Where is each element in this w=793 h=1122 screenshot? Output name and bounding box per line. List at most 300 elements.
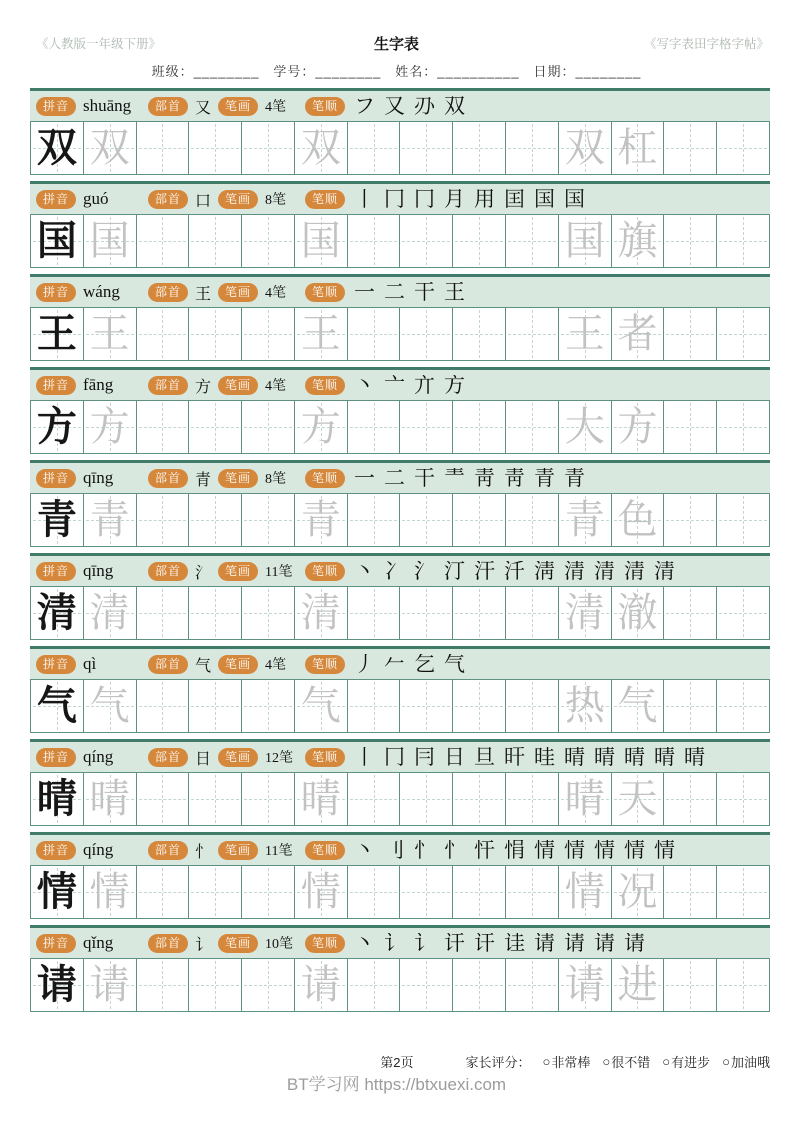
stroke-order-glyph: 日 xyxy=(444,746,466,768)
stroke-count-section xyxy=(218,747,305,767)
stroke-order-glyph: 晆 xyxy=(534,746,556,768)
radical-value: 讠 xyxy=(195,936,212,954)
tianzige-cell xyxy=(559,401,612,453)
pinyin-value: wáng xyxy=(83,282,120,301)
word-char: 杠 xyxy=(617,125,658,170)
word-char: 晴 xyxy=(564,776,605,821)
example-char: 王 xyxy=(36,311,77,356)
stroke-order-glyph: 诖 xyxy=(504,932,526,954)
tianzige-cell xyxy=(295,308,348,360)
pinyin-section xyxy=(36,468,148,488)
stroke-order-glyph: 国 xyxy=(564,188,586,210)
tianzige-cell xyxy=(84,959,137,1011)
stroke-order-glyph: 方 xyxy=(444,374,466,396)
radical-value: 忄 xyxy=(195,843,212,861)
trace-char: 方 xyxy=(300,404,341,449)
stroke-order-glyph: 丶 xyxy=(354,839,376,861)
tianzige-cell xyxy=(137,866,190,918)
tianzige-cell xyxy=(31,122,84,174)
stroke-order-glyph: 靑 xyxy=(504,467,526,489)
stroke-order-glyph: 亣 xyxy=(414,374,436,396)
stroke-order-section xyxy=(305,561,770,582)
stroke-count-section xyxy=(218,282,305,302)
tianzige-cell xyxy=(506,866,559,918)
stroke-order-glyph: 旦 xyxy=(474,746,496,768)
stroke-order-glyph: 龶 xyxy=(444,467,466,489)
block-header-band xyxy=(30,742,770,772)
word-char: 青 xyxy=(564,497,605,542)
rating-circle-icon: ○ xyxy=(662,1054,671,1069)
stroke-order-label-badge: 笔顺 xyxy=(305,748,345,767)
tianzige-cell xyxy=(84,308,137,360)
stroke-order-glyph: 晴 xyxy=(594,746,616,768)
pinyin-value: qǐng xyxy=(83,933,114,952)
tianzige-cell xyxy=(612,680,665,732)
trace-char: 王 xyxy=(300,311,341,356)
stroke-order-glyph: 情 xyxy=(594,839,616,861)
stroke-order-glyph: 请 xyxy=(624,932,646,954)
stroke-order-glyph: 冫 xyxy=(384,560,406,582)
character-blocks xyxy=(30,88,770,1018)
radical-label-badge: 部首 xyxy=(148,562,188,581)
stroke-count-label-badge: 笔画 xyxy=(218,97,258,116)
radical-label-badge: 部首 xyxy=(148,934,188,953)
stroke-order-section xyxy=(305,468,770,489)
tianzige-cell xyxy=(612,308,665,360)
stroke-count-section xyxy=(218,561,305,581)
stroke-order-glyph: 旰 xyxy=(504,746,526,768)
tianzige-cell xyxy=(348,122,401,174)
stroke-order-glyph: 干 xyxy=(414,281,436,303)
rating-option-label: 非常棒 xyxy=(551,1055,591,1070)
tianzige-row xyxy=(30,865,770,919)
stroke-order-glyph: 一 xyxy=(354,467,376,489)
tianzige-cell xyxy=(189,308,242,360)
footer-row xyxy=(0,1052,770,1071)
stroke-order-label-badge: 笔顺 xyxy=(305,841,345,860)
pinyin-section xyxy=(36,933,148,953)
char-block-3 xyxy=(30,274,770,361)
page-title: 生字表 xyxy=(373,36,419,53)
stroke-count-value: 10笔 xyxy=(265,937,294,952)
tianzige-cell xyxy=(664,494,717,546)
char-block-8 xyxy=(30,739,770,826)
stroke-count-label-badge: 笔画 xyxy=(218,748,258,767)
stroke-order-glyph: 悁 xyxy=(504,839,526,861)
char-block-2 xyxy=(30,181,770,268)
stroke-order-glyph: 晴 xyxy=(564,746,586,768)
stroke-count-section xyxy=(218,375,305,395)
tianzige-cell xyxy=(242,959,295,1011)
stroke-order-label-badge: 笔顺 xyxy=(305,190,345,209)
stroke-order-glyph: 汘 xyxy=(504,560,526,582)
char-block-1 xyxy=(30,88,770,175)
stroke-order-glyph: 请 xyxy=(534,932,556,954)
parent-rating-group xyxy=(465,1052,770,1071)
rating-circle-icon: ○ xyxy=(542,1054,551,1069)
trace-char: 气 xyxy=(300,683,341,728)
tianzige-cell xyxy=(137,959,190,1011)
tianzige-cell xyxy=(664,866,717,918)
pinyin-value: qì xyxy=(83,654,97,673)
tianzige-cell xyxy=(137,587,190,639)
tianzige-cell xyxy=(31,866,84,918)
tianzige-cell xyxy=(453,401,506,453)
tianzige-cell xyxy=(348,308,401,360)
stroke-order-glyph: 干 xyxy=(414,467,436,489)
page-number: 第2页 xyxy=(380,1055,414,1070)
stroke-order-label-badge: 笔顺 xyxy=(305,469,345,488)
trace-char: 国 xyxy=(300,218,341,263)
block-header-band xyxy=(30,928,770,958)
tianzige-cell xyxy=(400,773,453,825)
trace-char: 王 xyxy=(89,311,130,356)
tianzige-cell xyxy=(295,773,348,825)
pinyin-section xyxy=(36,189,148,209)
pinyin-label-badge: 拼音 xyxy=(36,376,76,395)
tianzige-cell xyxy=(242,401,295,453)
radical-label-badge: 部首 xyxy=(148,376,188,395)
stroke-order-glyph: 丶 xyxy=(354,932,376,954)
stroke-count-label-badge: 笔画 xyxy=(218,376,258,395)
char-block-6 xyxy=(30,553,770,640)
tianzige-cell xyxy=(242,122,295,174)
stroke-order-glyph: 一 xyxy=(354,281,376,303)
stroke-count-value: 11笔 xyxy=(265,565,293,580)
trace-char: 晴 xyxy=(300,776,341,821)
tianzige-cell xyxy=(559,494,612,546)
radical-value: 口 xyxy=(195,192,212,210)
stroke-order-label-badge: 笔顺 xyxy=(305,283,345,302)
tianzige-row xyxy=(30,586,770,640)
tianzige-cell xyxy=(242,308,295,360)
tianzige-cell xyxy=(242,587,295,639)
stroke-count-value: 12笔 xyxy=(265,751,294,766)
stroke-order-section xyxy=(305,96,770,117)
tianzige-cell xyxy=(242,215,295,267)
pinyin-value: qíng xyxy=(83,840,114,859)
tianzige-cell xyxy=(559,122,612,174)
tianzige-cell xyxy=(717,773,769,825)
tianzige-cell xyxy=(137,215,190,267)
tianzige-cell xyxy=(453,959,506,1011)
stroke-order-glyph: 国 xyxy=(534,188,556,210)
stroke-count-label-badge: 笔画 xyxy=(218,655,258,674)
stroke-order-label-badge: 笔顺 xyxy=(305,562,345,581)
stroke-order-glyph: 忓 xyxy=(474,839,496,861)
tianzige-cell xyxy=(295,959,348,1011)
radical-value: 气 xyxy=(195,657,212,675)
tianzige-cell xyxy=(506,773,559,825)
tianzige-cell xyxy=(664,308,717,360)
tianzige-cell xyxy=(453,587,506,639)
stroke-order-glyph: 晴 xyxy=(654,746,676,768)
tianzige-cell xyxy=(31,959,84,1011)
tianzige-row xyxy=(30,121,770,175)
pinyin-value: qīng xyxy=(83,561,114,580)
stroke-order-glyph: 乞 xyxy=(414,653,436,675)
rating-circle-icon: ○ xyxy=(722,1054,730,1069)
stroke-order-label-badge: 笔顺 xyxy=(305,934,345,953)
pinyin-label-badge: 拼音 xyxy=(36,934,76,953)
trace-char: 清 xyxy=(300,590,341,635)
radical-label-badge: 部首 xyxy=(148,190,188,209)
tianzige-cell xyxy=(242,680,295,732)
radical-label-badge: 部首 xyxy=(148,841,188,860)
tianzige-cell xyxy=(295,215,348,267)
radical-section xyxy=(148,839,218,862)
char-block-9 xyxy=(30,832,770,919)
radical-section xyxy=(148,95,218,118)
stroke-order-section xyxy=(305,189,770,210)
rating-option xyxy=(543,1052,591,1071)
tianzige-cell xyxy=(242,773,295,825)
tianzige-cell xyxy=(717,866,769,918)
radical-label-badge: 部首 xyxy=(148,97,188,116)
stroke-order-section xyxy=(305,747,770,768)
trace-char: 方 xyxy=(89,404,130,449)
stroke-order-glyph: 丶 xyxy=(354,374,376,396)
site-credit: BT学习网 https://btxuexi.com xyxy=(286,1075,507,1094)
tianzige-cell xyxy=(348,866,401,918)
stroke-order-glyph: 靑 xyxy=(474,467,496,489)
tianzige-cell xyxy=(612,866,665,918)
tianzige-cell xyxy=(559,308,612,360)
tianzige-cell xyxy=(453,866,506,918)
pinyin-label-badge: 拼音 xyxy=(36,190,76,209)
tianzige-cell xyxy=(137,401,190,453)
stroke-order-label-badge: 笔顺 xyxy=(305,376,345,395)
tianzige-cell xyxy=(664,401,717,453)
radical-value: 青 xyxy=(195,471,212,489)
page-header xyxy=(0,34,793,54)
stroke-order-glyph: 二 xyxy=(384,467,406,489)
radical-value: 王 xyxy=(195,285,212,303)
tianzige-cell xyxy=(612,401,665,453)
trace-char: 清 xyxy=(89,590,130,635)
stroke-order-glyph: 刅 xyxy=(414,95,436,117)
radical-section xyxy=(148,932,218,955)
rating-option-label: 有进步 xyxy=(671,1055,711,1070)
stroke-order-sequence xyxy=(354,96,465,117)
rating-label: 家长评分： xyxy=(465,1055,531,1070)
pinyin-label-badge: 拼音 xyxy=(36,655,76,674)
tianzige-cell xyxy=(506,680,559,732)
stroke-order-sequence xyxy=(354,654,465,675)
tianzige-cell xyxy=(717,122,769,174)
tianzige-row xyxy=(30,679,770,733)
trace-char: 青 xyxy=(300,497,341,542)
stroke-order-glyph: 忄 xyxy=(444,839,466,861)
book-edition-title: 《人教版一年级下册》 xyxy=(36,37,162,51)
tianzige-cell xyxy=(189,494,242,546)
tianzige-cell xyxy=(453,215,506,267)
word-char: 大 xyxy=(564,404,605,449)
stroke-order-glyph: 讦 xyxy=(474,932,496,954)
tianzige-row xyxy=(30,214,770,268)
radical-section xyxy=(148,281,218,304)
tianzige-cell xyxy=(137,773,190,825)
stroke-count-label-badge: 笔画 xyxy=(218,283,258,302)
word-char: 澈 xyxy=(617,590,658,635)
stroke-order-sequence xyxy=(354,747,705,768)
stroke-order-sequence xyxy=(354,282,465,303)
radical-section xyxy=(148,374,218,397)
stroke-order-glyph: 情 xyxy=(654,839,676,861)
tianzige-cell xyxy=(400,308,453,360)
tianzige-cell xyxy=(189,680,242,732)
tianzige-cell xyxy=(717,494,769,546)
pinyin-value: shuāng xyxy=(83,96,132,115)
word-char: 双 xyxy=(564,125,605,170)
stroke-order-glyph: 汀 xyxy=(444,560,466,582)
tianzige-cell xyxy=(189,587,242,639)
stroke-order-section xyxy=(305,840,770,861)
word-char: 进 xyxy=(617,962,658,1007)
tianzige-cell xyxy=(189,122,242,174)
radical-section xyxy=(148,560,218,583)
radical-section xyxy=(148,467,218,490)
example-char: 请 xyxy=(36,962,77,1007)
example-char: 情 xyxy=(36,869,77,914)
tianzige-row xyxy=(30,307,770,361)
tianzige-cell xyxy=(31,401,84,453)
tianzige-cell xyxy=(84,773,137,825)
tianzige-cell xyxy=(400,122,453,174)
tianzige-cell xyxy=(137,308,190,360)
stroke-order-glyph: 清 xyxy=(564,560,586,582)
stroke-order-glyph: 情 xyxy=(564,839,586,861)
tianzige-cell xyxy=(400,494,453,546)
tianzige-row xyxy=(30,958,770,1012)
tianzige-cell xyxy=(612,494,665,546)
block-header-band xyxy=(30,556,770,586)
radical-section xyxy=(148,653,218,676)
pinyin-section xyxy=(36,561,148,581)
tianzige-cell xyxy=(717,680,769,732)
pinyin-section xyxy=(36,654,148,674)
stroke-order-sequence xyxy=(354,933,645,954)
copybook-title: 《写字表田字格字帖》 xyxy=(643,37,769,51)
tianzige-cell xyxy=(295,401,348,453)
tianzige-cell xyxy=(559,215,612,267)
pinyin-value: fāng xyxy=(83,375,114,394)
stroke-order-glyph: 清 xyxy=(594,560,616,582)
tianzige-cell xyxy=(242,494,295,546)
tianzige-cell xyxy=(137,680,190,732)
tianzige-cell xyxy=(612,215,665,267)
stroke-count-section xyxy=(218,840,305,860)
stroke-order-glyph: 囯 xyxy=(504,188,526,210)
tianzige-cell xyxy=(400,680,453,732)
block-header-band xyxy=(30,835,770,865)
rating-option-label: 很不错 xyxy=(611,1055,651,1070)
stroke-count-section xyxy=(218,96,305,116)
stroke-order-glyph: 青 xyxy=(534,467,556,489)
stroke-order-glyph: 𠂉 xyxy=(384,653,406,675)
example-char: 方 xyxy=(36,404,77,449)
trace-char: 请 xyxy=(89,962,130,1007)
char-block-10 xyxy=(30,925,770,1012)
trace-char: 气 xyxy=(89,683,130,728)
word-char: 旗 xyxy=(617,218,658,263)
radical-value: 又 xyxy=(195,99,212,117)
stroke-count-value: 4笔 xyxy=(265,658,287,673)
stroke-order-glyph: 讠 xyxy=(414,932,436,954)
example-char: 双 xyxy=(36,125,77,170)
tianzige-cell xyxy=(295,494,348,546)
tianzige-cell xyxy=(717,215,769,267)
tianzige-cell xyxy=(189,866,242,918)
tianzige-cell xyxy=(717,587,769,639)
stroke-count-section xyxy=(218,654,305,674)
block-header-band xyxy=(30,649,770,679)
trace-char: 请 xyxy=(300,962,341,1007)
trace-char: 青 xyxy=(89,497,130,542)
stroke-count-section xyxy=(218,933,305,953)
tianzige-cell xyxy=(31,680,84,732)
stroke-order-section xyxy=(305,282,770,303)
pinyin-label-badge: 拼音 xyxy=(36,748,76,767)
tianzige-cell xyxy=(31,773,84,825)
trace-char: 晴 xyxy=(89,776,130,821)
radical-label-badge: 部首 xyxy=(148,655,188,674)
stroke-count-label-badge: 笔画 xyxy=(218,841,258,860)
stroke-order-glyph: 请 xyxy=(594,932,616,954)
stroke-order-glyph: 冂 xyxy=(414,188,436,210)
pinyin-value: qíng xyxy=(83,747,114,766)
trace-char: 国 xyxy=(89,218,130,263)
word-char: 请 xyxy=(564,962,605,1007)
tianzige-cell xyxy=(559,866,612,918)
tianzige-cell xyxy=(717,959,769,1011)
tianzige-cell xyxy=(84,866,137,918)
tianzige-row xyxy=(30,772,770,826)
word-char: 气 xyxy=(617,683,658,728)
stroke-order-sequence xyxy=(354,375,465,396)
radical-value: 日 xyxy=(195,750,212,768)
tianzige-cell xyxy=(453,122,506,174)
tianzige-cell xyxy=(348,215,401,267)
example-char: 晴 xyxy=(36,776,77,821)
tianzige-cell xyxy=(348,959,401,1011)
trace-char: 双 xyxy=(89,125,130,170)
word-char: 王 xyxy=(564,311,605,356)
char-block-5 xyxy=(30,460,770,547)
tianzige-cell xyxy=(506,215,559,267)
stroke-order-glyph: 青 xyxy=(564,467,586,489)
tianzige-cell xyxy=(295,122,348,174)
stroke-order-glyph: 丿 xyxy=(354,653,376,675)
stroke-order-section xyxy=(305,933,770,954)
radical-value: 氵 xyxy=(195,564,212,582)
stroke-order-glyph: 清 xyxy=(624,560,646,582)
stroke-order-glyph: 请 xyxy=(564,932,586,954)
stroke-order-glyph: 汗 xyxy=(474,560,496,582)
tianzige-cell xyxy=(189,401,242,453)
tianzige-cell xyxy=(348,587,401,639)
stroke-order-label-badge: 笔顺 xyxy=(305,655,345,674)
stroke-order-glyph: 用 xyxy=(474,188,496,210)
tianzige-cell xyxy=(295,866,348,918)
tianzige-cell xyxy=(31,494,84,546)
tianzige-cell xyxy=(612,773,665,825)
word-char: 清 xyxy=(564,590,605,635)
rating-option-label: 加油哦 xyxy=(730,1055,770,1070)
tianzige-cell xyxy=(664,587,717,639)
stroke-count-label-badge: 笔画 xyxy=(218,562,258,581)
tianzige-cell xyxy=(137,494,190,546)
